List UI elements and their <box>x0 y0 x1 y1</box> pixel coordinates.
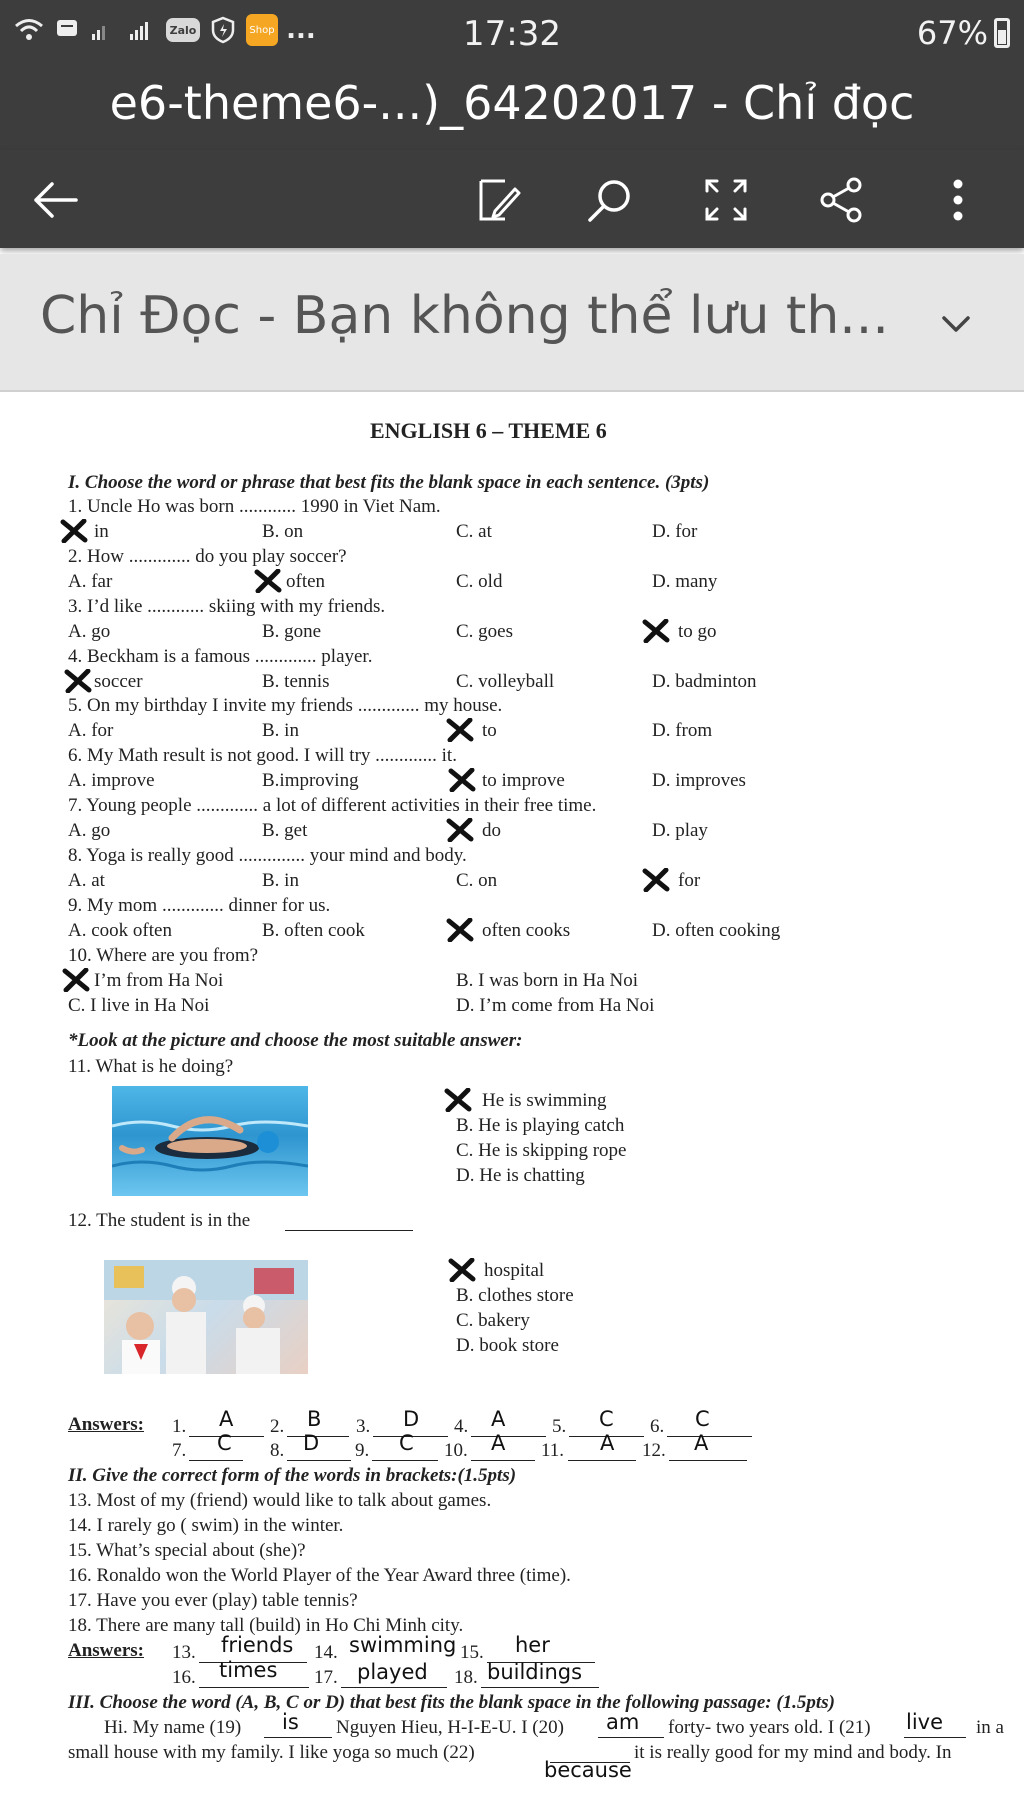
battery-status <box>917 14 1010 52</box>
question-17: 17. Have you ever (play) table tennis? <box>68 1590 358 1611</box>
answer-line <box>189 1460 243 1461</box>
option-5a: A. for <box>68 720 114 741</box>
answer-value: A <box>491 1407 506 1431</box>
option-7d: D. play <box>652 820 708 841</box>
read-only-banner[interactable] <box>0 254 1024 392</box>
question-12: 12. The student is in the <box>68 1210 251 1231</box>
answer-num: 12. <box>642 1440 666 1461</box>
option-10d: D. I’m come from Ha Noi <box>456 995 655 1016</box>
option-7c: do <box>482 820 501 841</box>
question-7: 7. Young people ............. a lot of different activities in their free time. <box>68 795 597 816</box>
answer-num: 8. <box>270 1440 285 1461</box>
shop-app-icon: Shop <box>246 14 278 46</box>
status-bar <box>0 0 1024 66</box>
answer-value: swimming <box>349 1633 457 1657</box>
option-3a: A. go <box>68 621 111 642</box>
answer-line <box>667 1436 752 1437</box>
option-7b: B. get <box>262 820 308 841</box>
answer-line <box>341 1687 447 1688</box>
answer-value: C <box>695 1407 710 1431</box>
passage-line-2b: it is really good for my mind and body. In <box>634 1742 952 1763</box>
answer-value: times <box>219 1658 278 1682</box>
answer-value: A <box>491 1431 506 1455</box>
blank-19 <box>264 1737 332 1738</box>
question-16: 16. Ronaldo won the World Player of the Year Award three (time). <box>68 1565 571 1586</box>
answer-line <box>481 1687 599 1688</box>
toolbar <box>0 150 1024 248</box>
section-1-heading: I. Choose the word or phrase that best fits the blank space in each sentence. (3pts) <box>68 472 710 493</box>
back-button[interactable] <box>30 174 82 226</box>
question-3: 3. I’d like ............ skiing with my friends. <box>68 596 386 617</box>
question-2: 2. How ............. do you play soccer? <box>68 546 347 567</box>
question-1: 1. Uncle Ho was born ............ 1990 in Viet Nam. <box>68 496 441 517</box>
option-10c: C. I live in Ha Noi <box>68 995 210 1016</box>
option-1b: B. on <box>262 521 304 542</box>
option-2c: C. old <box>456 571 503 592</box>
option-12b: B. clothes store <box>456 1285 574 1306</box>
option-1d: D. for <box>652 521 698 542</box>
search-icon <box>586 176 634 224</box>
question-14: 14. I rarely go ( swim) in the winter. <box>68 1515 344 1536</box>
question-4: 4. Beckham is a famous ............. player. <box>68 646 373 667</box>
option-5b: B. in <box>262 720 299 741</box>
answer-mark-icon <box>444 1088 472 1112</box>
chevron-down-icon[interactable] <box>936 304 976 344</box>
search-button[interactable] <box>584 174 636 226</box>
picture-heading: *Look at the picture and choose the most suitable answer: <box>68 1030 523 1051</box>
answer-value: A <box>219 1407 234 1431</box>
swimmer-photo <box>112 1086 308 1196</box>
answer-value: D <box>303 1431 320 1455</box>
answer-mark-icon <box>254 569 282 593</box>
option-12c: C. bakery <box>456 1310 530 1331</box>
blank-line <box>285 1230 413 1231</box>
answer-num: 9. <box>355 1440 370 1461</box>
option-8d: for <box>678 870 701 891</box>
answer-line <box>471 1436 546 1437</box>
option-12d: D. book store <box>456 1335 559 1356</box>
option-5c: to <box>482 720 497 741</box>
option-10b: B. I was born in Ha Noi <box>456 970 639 991</box>
answer-num: 10. <box>444 1440 468 1461</box>
answer-value: D <box>403 1407 420 1431</box>
passage-line-1b: Nguyen Hieu, H-I-E-U. I (20) <box>336 1717 564 1738</box>
passage-line-1c: forty- two years old. I (21) <box>668 1717 871 1738</box>
option-11a: He is swimming <box>482 1090 607 1111</box>
option-11c: C. He is skipping rope <box>456 1140 627 1161</box>
answer-num: 3. <box>356 1416 371 1437</box>
answers-2-label: Answers: <box>68 1640 144 1661</box>
answer-num: 4. <box>454 1416 469 1437</box>
zalo-icon: Zalo <box>166 18 200 42</box>
option-3d: to go <box>678 621 717 642</box>
option-11d: D. He is chatting <box>456 1165 585 1186</box>
answer-num: 18. <box>454 1667 478 1688</box>
answer-21: live <box>906 1710 944 1734</box>
answer-value: buildings <box>487 1660 583 1684</box>
battery-icon <box>994 18 1010 48</box>
answer-mark-icon <box>446 718 474 742</box>
back-arrow-icon <box>32 180 80 220</box>
option-11b: B. He is playing catch <box>456 1115 625 1136</box>
answer-value: C <box>217 1431 232 1455</box>
question-5: 5. On my birthday I invite my friends ............. my house. <box>68 695 503 716</box>
blank-21 <box>904 1737 966 1738</box>
answer-value: her <box>515 1633 550 1657</box>
question-9: 9. My mom ............. dinner for us. <box>68 895 331 916</box>
battery-percent: 67% <box>916 14 988 52</box>
share-icon <box>818 176 866 224</box>
question-11: 11. What is he doing? <box>68 1056 234 1077</box>
answer-22: because <box>544 1758 632 1782</box>
answer-mark-icon <box>60 519 88 543</box>
option-10a: I’m from Ha Noi <box>94 970 224 991</box>
option-9d: D. often cooking <box>652 920 781 941</box>
answer-value: B <box>307 1407 322 1431</box>
answer-value: A <box>600 1431 615 1455</box>
clock: 17:32 <box>463 14 561 54</box>
answer-line <box>199 1687 309 1688</box>
answer-num: 16. <box>172 1667 196 1688</box>
answer-num: 2. <box>270 1416 285 1437</box>
option-8a: A. at <box>68 870 105 891</box>
banner-text: Chỉ Đọc - Bạn không thể lưu th... <box>40 286 889 346</box>
answer-value: played <box>357 1660 428 1684</box>
answers-label: Answers: <box>68 1414 144 1435</box>
answer-mark-icon <box>64 669 92 693</box>
option-3b: B. gone <box>262 621 322 642</box>
answer-line <box>287 1460 351 1461</box>
answer-num: 11. <box>541 1440 565 1461</box>
answer-value: A <box>694 1431 709 1455</box>
option-2b: often <box>286 571 326 592</box>
question-15: 15. What’s special about (she)? <box>68 1540 306 1561</box>
passage-line-2a: small house with my family. I like yoga so much (22) <box>68 1742 475 1763</box>
answer-mark-icon <box>448 1258 476 1282</box>
fullscreen-icon <box>703 177 749 223</box>
answer-mark-icon <box>446 818 474 842</box>
question-6: 6. My Math result is not good. I will try ............. it. <box>68 745 457 766</box>
answer-line <box>568 1460 636 1461</box>
option-6c: to improve <box>482 770 565 791</box>
answer-20: am <box>606 1710 640 1734</box>
answer-line <box>669 1460 747 1461</box>
answer-mark-icon <box>642 619 670 643</box>
answer-line <box>372 1460 438 1461</box>
document-title: e6-theme6-...)_64202017 - Chỉ đọc <box>0 66 1024 150</box>
option-9b: B. often cook <box>262 920 365 941</box>
question-18: 18. There are many tall (build) in Ho Chi Minh city. <box>68 1615 464 1636</box>
answer-num: 17. <box>314 1667 338 1688</box>
option-6b: B.improving <box>262 770 359 791</box>
annotate-icon <box>475 177 521 223</box>
answer-value: C <box>599 1407 614 1431</box>
answer-mark-icon <box>642 868 670 892</box>
answer-mark-icon <box>446 918 474 942</box>
option-2a: A. far <box>68 571 113 592</box>
share-button[interactable] <box>816 174 868 226</box>
blank-20 <box>598 1737 664 1738</box>
option-7a: A. go <box>68 820 111 841</box>
option-12a: hospital <box>484 1260 545 1281</box>
answer-num: 15. <box>460 1642 484 1663</box>
answer-mark-icon <box>62 968 90 992</box>
option-9c: often cooks <box>482 920 571 941</box>
option-8c: C. on <box>456 870 498 891</box>
doc-title: ENGLISH 6 – THEME 6 <box>370 418 607 443</box>
option-6a: A. improve <box>68 770 155 791</box>
question-10: 10. Where are you from? <box>68 945 259 966</box>
option-9a: A. cook often <box>68 920 172 941</box>
option-2d: D. many <box>652 571 718 592</box>
answer-19: is <box>282 1710 299 1734</box>
answer-num: 14. <box>314 1642 338 1663</box>
annotate-button[interactable] <box>472 174 524 226</box>
option-4b: B. tennis <box>262 671 330 692</box>
option-4d: D. badminton <box>652 671 757 692</box>
answer-value: friends <box>221 1633 294 1657</box>
answer-num: 1. <box>172 1416 187 1437</box>
option-5d: D. from <box>652 720 713 741</box>
option-4c: C. volleyball <box>456 671 555 692</box>
option-4a: soccer <box>94 671 143 692</box>
answer-num: 6. <box>650 1416 665 1437</box>
option-1c: C. at <box>456 521 492 542</box>
fullscreen-button[interactable] <box>700 174 752 226</box>
section-3-heading: III. Choose the word (A, B, C or D) that best fits the blank space in the following passage: (1.5pts) <box>68 1692 835 1713</box>
more-options-button[interactable] <box>932 174 984 226</box>
section-2-heading: II. Give the correct form of the words in brackets:(1.5pts) <box>68 1465 517 1486</box>
passage-line-1d: in a <box>976 1717 1004 1738</box>
option-8b: B. in <box>262 870 299 891</box>
more-notifications: ... <box>286 15 316 45</box>
question-13: 13. Most of my (friend) would like to talk about games. <box>68 1490 492 1511</box>
answer-num: 5. <box>552 1416 567 1437</box>
more-vert-icon <box>948 178 968 222</box>
document-page <box>0 392 1024 1820</box>
option-6d: D. improves <box>652 770 746 791</box>
question-8: 8. Yoga is really good .............. your mind and body. <box>68 845 467 866</box>
answer-value: C <box>399 1431 414 1455</box>
answer-line <box>471 1460 535 1461</box>
answer-num: 13. <box>172 1642 196 1663</box>
answer-num: 7. <box>172 1440 187 1461</box>
option-3c: C. goes <box>456 621 513 642</box>
hospital-photo <box>104 1260 308 1374</box>
option-1a: in <box>94 521 109 542</box>
passage-line-1a: Hi. My name (19) <box>104 1717 242 1738</box>
answer-mark-icon <box>448 768 476 792</box>
